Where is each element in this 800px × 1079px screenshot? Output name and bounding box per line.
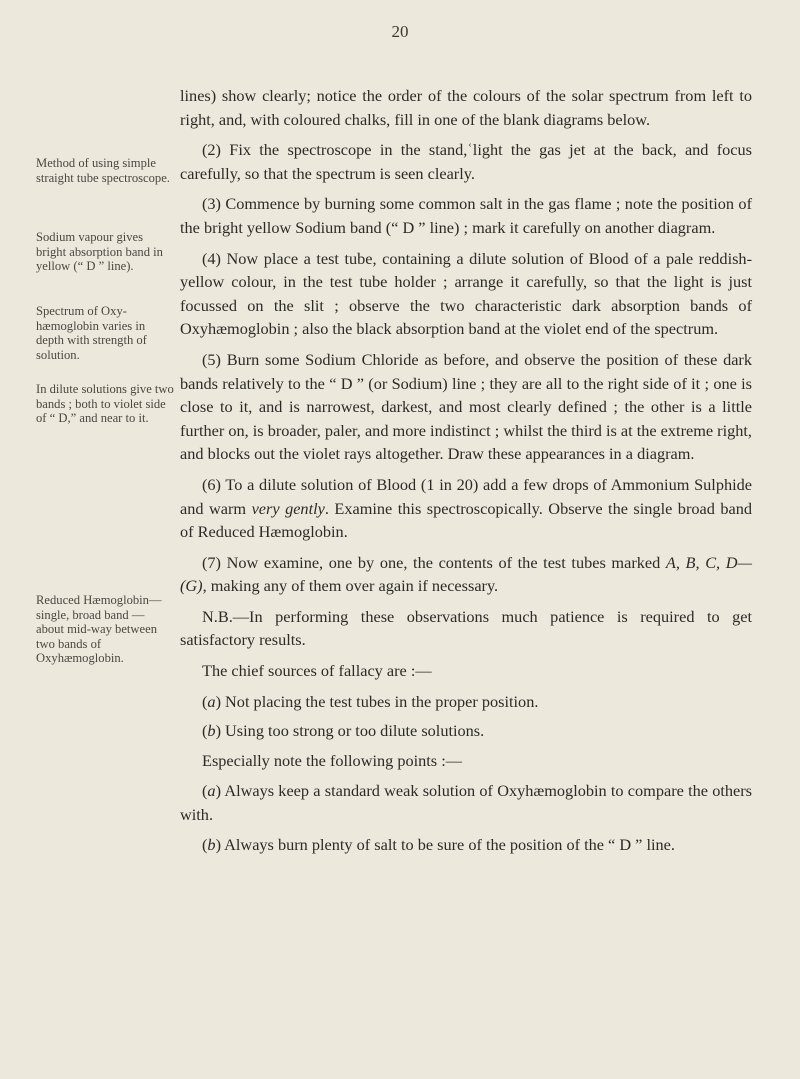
margin-note-oxyhaemoglobin: Spectrum of Oxy-hæmoglobin varies in depth with strength of solution.: [36, 304, 147, 362]
fallacy-label-a: a: [207, 691, 216, 711]
point-text-a: Always keep a standard weak solution of Oxyhæmoglobin to compare the others with.: [180, 781, 752, 825]
point-label-b: b: [207, 834, 216, 854]
page-number: 20: [391, 22, 409, 41]
margin-note-dilute-solutions: In dilute solutions give two bands ; both to violet side of “ D,” and near to it.: [36, 382, 174, 426]
point-item-a: (a) Always keep a standard weak solution of Oxyhæmoglobin to compare the others with.: [180, 781, 752, 825]
step-7-text-a: (7) Now examine, one by one, the contents of the test tubes marked: [202, 552, 666, 572]
paragraph-step-5: (5) Burn some Sodium Chloride as before, and observe the position of these dark bands relatively to the “ D ” (or Sodium) line ; they are all to the right side of it ; one is close to it, and is narrowest, darkest, and most clearly defined ; the other is a little further on, is broader, paler, and more indistinct ; whilst the third is at the extreme right, and blocks out the violet rays altogether. Draw these appearances in a diagram.: [180, 349, 753, 464]
paragraph-continuation: lines) show clearly; notice the order of the colours of the solar spectrum from left to right, and, with coloured chalks, fill in one of the blank diagrams below.: [180, 86, 752, 129]
paragraph-points-intro: Especially note the following points :—: [202, 750, 463, 770]
step-6-text-a: (6) To a dilute solution of Blood (1 in 20) add a few drops of Ammonium Sulphide and warm: [180, 474, 752, 518]
step-7-emphasis: A, B, C, D—(G): [180, 552, 752, 596]
margin-note-sodium: Sodium vapour gives bright absorption band in yellow (“ D ” line).: [36, 230, 163, 274]
step-6-emphasis: very gently: [251, 498, 325, 518]
paragraph-nb: N.B.—In performing these observations much patience is required to get satisfactory results.: [180, 606, 752, 650]
fallacy-text-b: Using too strong or too dilute solutions.: [220, 721, 485, 741]
point-item-b: (b) Always burn plenty of salt to be sure of the position of the “ D ” line.: [202, 834, 675, 854]
paragraph-step-7: [180, 551, 752, 598]
fallacy-item-b: (b) Using too strong or too dilute solutions.: [202, 721, 485, 741]
paragraph-step-3: (3) Commence by burning some common salt in the gas flame ; note the position of the bright yellow Sodium band (“ D ” line) ; mark it carefully on another diagram.: [180, 194, 752, 237]
step-7-text-b: , making any of them over again if necessary.: [202, 576, 499, 596]
paragraph-fallacy-intro: The chief sources of fallacy are :—: [202, 661, 432, 681]
main-text: [180, 84, 752, 862]
margin-note-reduced-haemoglobin: Reduced Hæmoglobin—single, broad band — about mid-way between two bands of Oxyhæmoglobin.: [36, 593, 162, 666]
paragraph-step-6: [180, 473, 752, 544]
fallacy-text-a: Not placing the test tubes in the proper position.: [220, 691, 539, 711]
fallacy-item-a: (a) Not placing the test tubes in the proper position.: [202, 691, 539, 711]
paragraph-step-2: (2) Fix the spectroscope in the stand,ʿlight the gas jet at the back, and focus carefully, so that the spectrum is seen clearly.: [180, 140, 752, 183]
point-text-b: Always burn plenty of salt to be sure of the position of the “ D ” line.: [220, 834, 675, 854]
margin-note-method: Method of using simple straight tube spectroscope.: [36, 156, 170, 185]
paragraph-step-4: (4) Now place a test tube, containing a dilute solution of Blood of a pale reddish-yellow colour, in the test tube holder ; arrange it carefully, so that the light is just focussed on the slit ; observe the two characteristic dark absorption bands of Oxyhæmoglobin ; also the black absorption band at the violet end of the spectrum.: [180, 248, 752, 339]
fallacy-label-b: b: [207, 721, 216, 741]
step-6-text-b: . Examine this spectroscopically. Observe the single broad band of Reduced Hæmoglobin.: [180, 498, 753, 542]
point-label-a: a: [207, 781, 216, 801]
